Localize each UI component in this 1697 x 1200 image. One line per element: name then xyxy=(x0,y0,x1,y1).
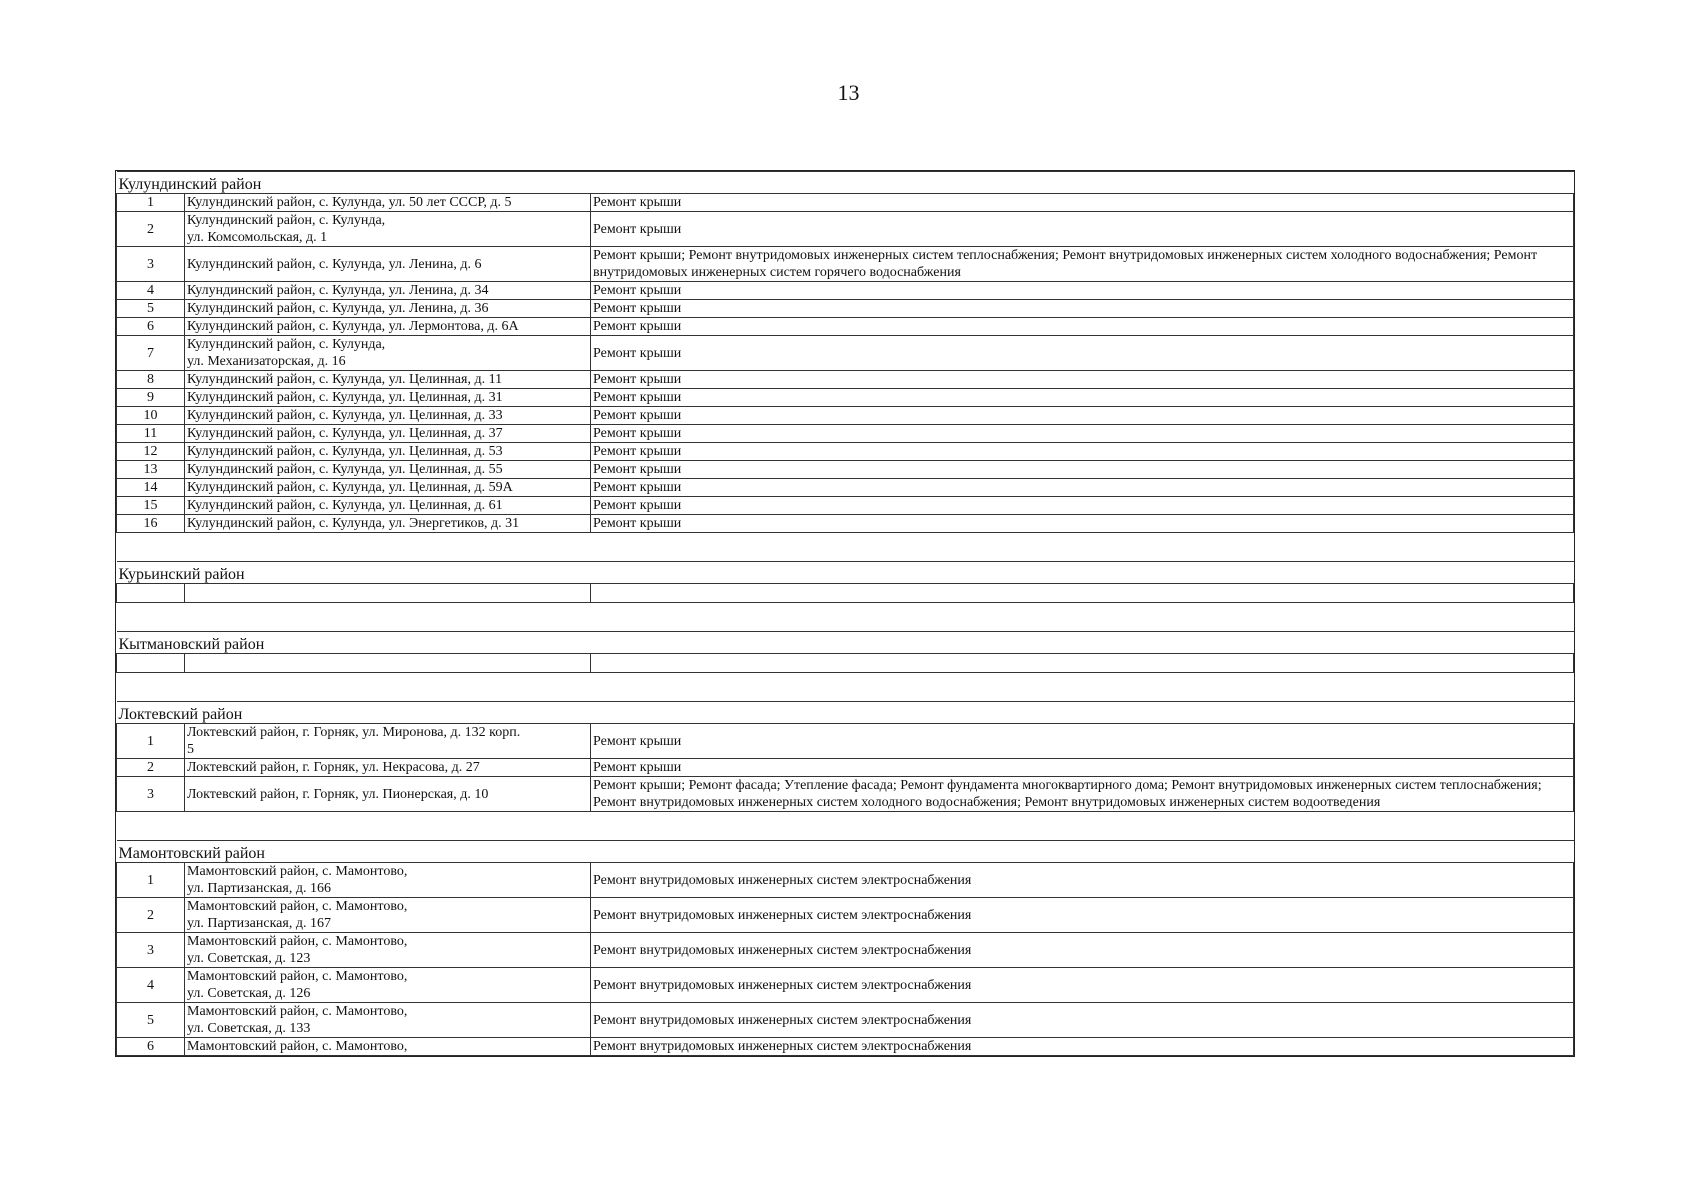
work-cell: Ремонт внутридомовых инженерных систем электроснабжения xyxy=(591,1003,1574,1038)
address-line: Мамонтовский район, с. Мамонтово, xyxy=(187,864,408,879)
address-line: Кулундинский район, с. Кулунда, ул. Ленина, д. 36 xyxy=(187,301,489,316)
address-line: Кулундинский район, с. Кулунда, ул. Целинная, д. 31 xyxy=(187,390,503,405)
table-row xyxy=(117,777,1574,812)
address-cell xyxy=(185,933,591,968)
address-cell xyxy=(185,247,591,282)
address-line: 5 xyxy=(187,742,194,757)
row-number: 15 xyxy=(117,497,185,515)
address-line: Мамонтовский район, с. Мамонтово, xyxy=(187,934,408,949)
address-line: ул. Советская, д. 126 xyxy=(187,986,311,1001)
district-name: Курьинский район xyxy=(117,562,1574,584)
table-row xyxy=(117,898,1574,933)
table-row xyxy=(117,407,1574,425)
empty-row xyxy=(117,654,1574,673)
work-cell: Ремонт крыши xyxy=(591,497,1574,515)
address-line: Кулундинский район, с. Кулунда, xyxy=(187,213,386,228)
table-row xyxy=(117,968,1574,1003)
address-line: Кулундинский район, с. Кулунда, xyxy=(187,337,386,352)
work-cell: Ремонт крыши xyxy=(591,461,1574,479)
table-row xyxy=(117,1003,1574,1038)
table-body xyxy=(117,172,1574,1056)
address-cell xyxy=(185,759,591,777)
table-row xyxy=(117,759,1574,777)
table-row xyxy=(117,247,1574,282)
spacer-cell xyxy=(117,603,1574,632)
section-spacer xyxy=(117,603,1574,632)
address-cell xyxy=(185,479,591,497)
work-cell: Ремонт крыши; Ремонт внутридомовых инженерных систем теплоснабжения; Ремонт внутридомовых инженерных систем холодного водоснабжения; Ремонт внутридомовых инженерных систем горячего водоснабжения xyxy=(591,247,1574,282)
work-cell: Ремонт внутридомовых инженерных систем электроснабжения xyxy=(591,863,1574,898)
address-cell xyxy=(185,863,591,898)
row-number: 10 xyxy=(117,407,185,425)
row-number: 6 xyxy=(117,1038,185,1056)
row-number: 5 xyxy=(117,300,185,318)
row-number: 1 xyxy=(117,724,185,759)
table-row xyxy=(117,724,1574,759)
address-cell xyxy=(185,194,591,212)
table-row xyxy=(117,389,1574,407)
table-row xyxy=(117,194,1574,212)
work-cell: Ремонт внутридомовых инженерных систем электроснабжения xyxy=(591,1038,1574,1056)
section-spacer xyxy=(117,812,1574,841)
work-cell: Ремонт крыши xyxy=(591,371,1574,389)
work-cell: Ремонт крыши xyxy=(591,194,1574,212)
num-cell xyxy=(117,584,185,603)
table-row xyxy=(117,212,1574,247)
district-header-row xyxy=(117,562,1574,584)
address-cell xyxy=(185,968,591,1003)
address-cell xyxy=(185,443,591,461)
spacer-cell xyxy=(117,812,1574,841)
work-cell: Ремонт крыши xyxy=(591,282,1574,300)
district-name: Мамонтовский район xyxy=(117,841,1574,863)
work-cell: Ремонт крыши xyxy=(591,300,1574,318)
work-cell: Ремонт крыши xyxy=(591,759,1574,777)
address-line: Кулундинский район, с. Кулунда, ул. Целинная, д. 33 xyxy=(187,408,503,423)
table-row xyxy=(117,863,1574,898)
address-cell xyxy=(185,371,591,389)
address-line: Мамонтовский район, с. Мамонтово, xyxy=(187,1004,408,1019)
address-line: Локтевский район, г. Горняк, ул. Пионерская, д. 10 xyxy=(187,786,489,802)
district-header-row xyxy=(117,172,1574,194)
spacer-cell xyxy=(117,673,1574,702)
address-line: Локтевский район, г. Горняк, ул. Миронова, д. 132 корп. xyxy=(187,725,521,740)
row-number: 16 xyxy=(117,515,185,533)
row-number: 13 xyxy=(117,461,185,479)
address-line: Кулундинский район, с. Кулунда, ул. Целинная, д. 11 xyxy=(187,372,503,387)
row-number: 7 xyxy=(117,336,185,371)
table-row xyxy=(117,371,1574,389)
work-cell: Ремонт крыши xyxy=(591,443,1574,461)
work-cell: Ремонт внутридомовых инженерных систем электроснабжения xyxy=(591,933,1574,968)
table-row xyxy=(117,300,1574,318)
work-cell: Ремонт крыши xyxy=(591,389,1574,407)
address-cell xyxy=(185,898,591,933)
row-number: 5 xyxy=(117,1003,185,1038)
address-line: Кулундинский район, с. Кулунда, ул. Лермонтова, д. 6А xyxy=(187,319,519,334)
row-number: 3 xyxy=(117,247,185,282)
district-name: Кытмановский район xyxy=(117,632,1574,654)
repair-table xyxy=(115,170,1575,1057)
section-spacer xyxy=(117,533,1574,562)
row-number: 6 xyxy=(117,318,185,336)
address-line: Кулундинский район, с. Кулунда, ул. Целинная, д. 37 xyxy=(187,426,503,441)
row-number: 14 xyxy=(117,479,185,497)
table-row xyxy=(117,425,1574,443)
spacer-cell xyxy=(117,533,1574,562)
address-line: ул. Партизанская, д. 166 xyxy=(187,881,331,896)
address-line: ул. Комсомольская, д. 1 xyxy=(187,230,328,245)
table-row xyxy=(117,461,1574,479)
district-header-row xyxy=(117,841,1574,863)
table-row xyxy=(117,443,1574,461)
work-cell: Ремонт крыши xyxy=(591,425,1574,443)
district-header-row xyxy=(117,702,1574,724)
empty-row xyxy=(117,584,1574,603)
address-cell xyxy=(185,425,591,443)
address-cell xyxy=(185,461,591,479)
address-line: Кулундинский район, с. Кулунда, ул. Целинная, д. 59А xyxy=(187,480,513,495)
address-line: Кулундинский район, с. Кулунда, ул. Энергетиков, д. 31 xyxy=(187,516,520,531)
address-cell xyxy=(185,1038,591,1056)
row-number: 2 xyxy=(117,759,185,777)
table-row xyxy=(117,497,1574,515)
row-number: 3 xyxy=(117,777,185,812)
address-line: Кулундинский район, с. Кулунда, ул. 50 лет СССР, д. 5 xyxy=(187,195,512,210)
address-cell xyxy=(185,724,591,759)
work-cell: Ремонт крыши xyxy=(591,212,1574,247)
work-cell: Ремонт крыши xyxy=(591,724,1574,759)
address-cell xyxy=(185,654,591,673)
address-cell xyxy=(185,1003,591,1038)
table-row xyxy=(117,933,1574,968)
address-cell xyxy=(185,389,591,407)
district-name: Локтевский район xyxy=(117,702,1574,724)
district-header-row xyxy=(117,632,1574,654)
address-line: Кулундинский район, с. Кулунда, ул. Ленина, д. 34 xyxy=(187,283,489,298)
row-number: 1 xyxy=(117,194,185,212)
work-cell: Ремонт крыши xyxy=(591,407,1574,425)
work-cell: Ремонт внутридомовых инженерных систем электроснабжения xyxy=(591,968,1574,1003)
row-number: 4 xyxy=(117,282,185,300)
row-number: 2 xyxy=(117,212,185,247)
address-line: ул. Механизаторская, д. 16 xyxy=(187,354,346,369)
row-number: 8 xyxy=(117,371,185,389)
address-cell xyxy=(185,282,591,300)
address-cell xyxy=(185,584,591,603)
table-row xyxy=(117,318,1574,336)
section-spacer xyxy=(117,673,1574,702)
work-cell: Ремонт крыши; Ремонт фасада; Утепление фасада; Ремонт фундамента многоквартирного дома; Ремонт внутридомовых инженерных систем теплоснабжения; Ремонт внутридомовых инженерных систем холодного водоснабжения; Ремонт внутридомовых инженерных систем водоотведения xyxy=(591,777,1574,812)
row-number: 9 xyxy=(117,389,185,407)
table-row xyxy=(117,336,1574,371)
work-cell: Ремонт внутридомовых инженерных систем электроснабжения xyxy=(591,898,1574,933)
district-name: Кулундинский район xyxy=(117,172,1574,194)
row-number: 1 xyxy=(117,863,185,898)
address-cell xyxy=(185,407,591,425)
table-row xyxy=(117,282,1574,300)
address-line: Кулундинский район, с. Кулунда, ул. Целинная, д. 61 xyxy=(187,498,503,513)
work-cell: Ремонт крыши xyxy=(591,318,1574,336)
row-number: 11 xyxy=(117,425,185,443)
address-cell xyxy=(185,515,591,533)
address-line: Кулундинский район, с. Кулунда, ул. Целинная, д. 53 xyxy=(187,444,503,459)
table-row xyxy=(117,479,1574,497)
address-line: ул. Партизанская, д. 167 xyxy=(187,916,331,931)
row-number: 2 xyxy=(117,898,185,933)
address-cell xyxy=(185,336,591,371)
work-cell: Ремонт крыши xyxy=(591,336,1574,371)
address-cell xyxy=(185,212,591,247)
work-cell: Ремонт крыши xyxy=(591,515,1574,533)
row-number: 12 xyxy=(117,443,185,461)
work-cell xyxy=(591,584,1574,603)
work-cell: Ремонт крыши xyxy=(591,479,1574,497)
address-cell xyxy=(185,318,591,336)
address-line: Мамонтовский район, с. Мамонтово, xyxy=(187,1039,408,1054)
address-line: Локтевский район, г. Горняк, ул. Некрасова, д. 27 xyxy=(187,760,480,775)
row-number: 4 xyxy=(117,968,185,1003)
address-line: ул. Советская, д. 133 xyxy=(187,1021,311,1036)
address-cell xyxy=(185,300,591,318)
address-line: Мамонтовский район, с. Мамонтово, xyxy=(187,969,408,984)
work-cell xyxy=(591,654,1574,673)
address-cell xyxy=(185,497,591,515)
address-cell xyxy=(185,777,591,812)
table-row xyxy=(117,1038,1574,1056)
address-line: Мамонтовский район, с. Мамонтово, xyxy=(187,899,408,914)
num-cell xyxy=(117,654,185,673)
address-line: Кулундинский район, с. Кулунда, ул. Целинная, д. 55 xyxy=(187,462,503,477)
table-row xyxy=(117,515,1574,533)
address-line: ул. Советская, д. 123 xyxy=(187,951,311,966)
row-number: 3 xyxy=(117,933,185,968)
page-number: 13 xyxy=(837,80,860,105)
address-line: Кулундинский район, с. Кулунда, ул. Ленина, д. 6 xyxy=(187,256,482,272)
